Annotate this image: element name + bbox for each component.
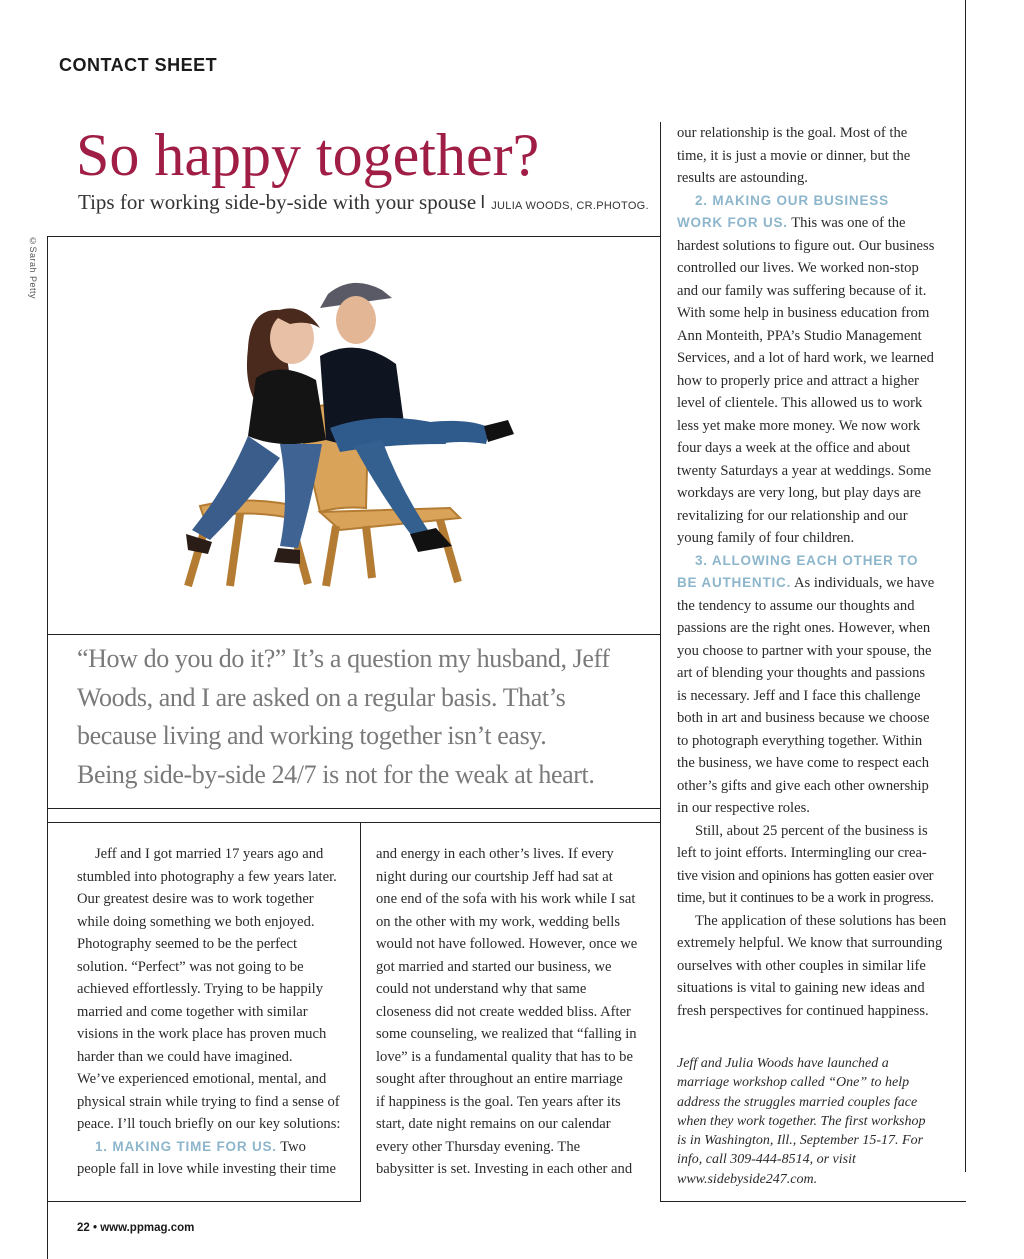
- body-line: love” is a fundamental quality that has to be: [376, 1048, 633, 1065]
- columns-top-rule: [47, 822, 660, 823]
- pull-quote-line: Woods, and I are asked on a regular basis. That’s: [77, 682, 566, 712]
- body-line: Ann Monteith, PPA’s Studio Management: [677, 327, 922, 344]
- bio-line: Jeff and Julia Woods have launched a: [677, 1056, 889, 1071]
- body-line: four days a week at the office and about: [677, 440, 911, 456]
- bio-line: when they work together. The first workshop: [677, 1113, 926, 1129]
- body-line: young family of four children.: [677, 530, 855, 546]
- body-line: twenty Saturdays a year at weddings. Some: [677, 462, 932, 479]
- kicker-making-time: 1. MAKING TIME FOR US.: [95, 1138, 277, 1154]
- body-line: time, but it continues to be a work in progress.: [677, 890, 934, 906]
- body-line: peace. I’ll touch briefly on our key solutions:: [77, 1116, 341, 1132]
- photo-left-rule: [47, 236, 48, 1259]
- body-line: The application of these solutions has been: [695, 912, 947, 929]
- body-line: stumbled into photography a few years later.: [77, 868, 337, 885]
- subhead-separator: I: [480, 192, 486, 212]
- body-line: visions in the work place has proven much: [77, 1026, 327, 1042]
- body-line: Photography seemed to be the perfect: [77, 936, 298, 952]
- kicker-line: [77, 1136, 352, 1159]
- body-line: and our family was suffering because of it.: [677, 282, 927, 299]
- article-column-2: [376, 843, 651, 1181]
- couple-photo: [130, 268, 600, 608]
- body-line: on the other with my work, wedding bells: [376, 913, 621, 930]
- body-line: to photograph everything together. Within: [677, 732, 923, 749]
- body-line: in our respective roles.: [677, 800, 810, 816]
- body-line: extremely helpful. We know that surrounding: [677, 935, 943, 951]
- body-line: our relationship is the goal. Most of the: [677, 125, 908, 141]
- body-line: sought after throughout an entire marriage: [376, 1071, 623, 1087]
- bio-line: www.sidebyside247.com.: [677, 1171, 818, 1187]
- body-line: fresh perspectives for continued happiness.: [677, 1002, 929, 1019]
- body-line: harder than we could have imagined.: [77, 1048, 293, 1065]
- body-line: the business, we have come to respect each: [677, 755, 930, 771]
- kicker-allowing-authentic: 3. ALLOWING EACH OTHER TO: [695, 552, 919, 568]
- bio-line: marriage workshop called “One” to help: [677, 1075, 910, 1091]
- bio-line: info, call 309-444-8514, or visit: [677, 1152, 856, 1168]
- body-line: controlled our lives. We worked non-stop: [677, 260, 919, 276]
- body-line: night during our courtship Jeff had sat at: [376, 868, 613, 885]
- body-line: you choose to partner with your spouse, the: [677, 642, 932, 659]
- body-line: married and come together with similar: [77, 1003, 308, 1020]
- author-bio: [677, 1054, 957, 1189]
- body-line: how to properly price and attract a higher: [677, 372, 919, 389]
- body-line: results are astounding.: [677, 170, 808, 186]
- columns-bottom-rule: [47, 1201, 360, 1202]
- kicker-line: [677, 572, 957, 595]
- pull-quote: [77, 640, 647, 794]
- body-line: and energy in each other’s lives. If every: [376, 846, 614, 862]
- body-line: start, date night remains on our calendar: [376, 1116, 611, 1132]
- section-label: CONTACT SHEET: [59, 55, 218, 75]
- body-line: is necessary. Jeff and I face this challenge: [677, 687, 921, 704]
- body-line: closeness did not create wedded bliss. After: [376, 1003, 631, 1020]
- article-column-1: [77, 843, 352, 1181]
- body-line: people fall in love while investing their time: [77, 1161, 336, 1177]
- body-line: every other Thursday evening. The: [376, 1138, 581, 1155]
- body-line: Jeff and I got married 17 years ago and: [95, 846, 324, 862]
- photo-credit: ©Sarah Petty: [28, 236, 38, 300]
- body-line: Our greatest desire was to work together: [77, 891, 314, 907]
- body-line: achieved effortlessly. Trying to be happily: [77, 981, 324, 997]
- kicker-allowing-authentic-cont: BE AUTHENTIC.: [677, 575, 792, 590]
- body-line: With some help in business education from: [677, 305, 930, 321]
- body-line: less yet make more money. We now work: [677, 417, 921, 434]
- column-divider-rule: [360, 822, 361, 1202]
- body-line: while doing something we both enjoyed.: [77, 913, 315, 930]
- subhead: [78, 190, 649, 215]
- quote-bottom-rule: [47, 808, 660, 809]
- photo-top-rule: [47, 236, 660, 237]
- body-line: left to joint efforts. Intermingling our crea-: [677, 845, 927, 861]
- woman-figure: [186, 308, 326, 564]
- body-line: tive vision and opinions has gotten easier over: [677, 867, 934, 884]
- bio-line: address the struggles married couples face: [677, 1094, 918, 1110]
- page-right-rule: [965, 0, 966, 1172]
- body-line: Still, about 25 percent of the business is: [695, 822, 928, 839]
- body-line: would not have followed. However, once we: [376, 936, 638, 952]
- body-line: got married and started our business, we: [376, 958, 612, 975]
- kicker-rest: This was one of the: [787, 215, 906, 231]
- body-line: We’ve experienced emotional, mental, and: [77, 1071, 327, 1087]
- body-line: situations is vital to gaining new ideas and: [677, 980, 925, 996]
- pull-quote-line: “How do you do it?” It’s a question my husband, Jeff: [77, 644, 610, 673]
- body-line: babysitter is set. Investing in each other and: [376, 1161, 633, 1177]
- body-line: revitalizing for our relationship and our: [677, 507, 908, 524]
- pull-quote-line: because living and working together isn’t easy.: [77, 721, 547, 750]
- body-line: other’s gifts and give each other ownership: [677, 777, 929, 794]
- kicker-line: [677, 550, 957, 573]
- kicker-rest: As individuals, we have: [791, 575, 935, 591]
- kicker-line: [677, 190, 957, 213]
- quote-top-rule: [47, 634, 660, 635]
- body-line: ourselves with other couples in similar life: [677, 957, 926, 974]
- page-footer: 22 • www.ppmag.com: [77, 1222, 195, 1234]
- body-line: workdays are very long, but play days are: [677, 485, 921, 501]
- body-line: some counseling, we realized that “falling in: [376, 1026, 637, 1042]
- body-line: physical strain while trying to find a sense of: [77, 1093, 340, 1110]
- body-line: time, it is just a movie or dinner, but the: [677, 147, 911, 164]
- article-column-3: [677, 122, 957, 1022]
- body-line: if happiness is the goal. Ten years after its: [376, 1093, 621, 1110]
- headline: So happy together?: [76, 122, 540, 188]
- body-line: hardest solutions to figure out. Our business: [677, 237, 935, 254]
- body-line: both in art and business because we choose: [677, 710, 930, 726]
- author-byline: JULIA WOODS, CR.PHOTOG.: [491, 200, 649, 212]
- body-line: the tendency to assume our thoughts and: [677, 597, 915, 614]
- body-line: could not understand why that same: [376, 981, 587, 997]
- body-line: art of blending your thoughts and passions: [677, 665, 926, 681]
- kicker-rest: Two: [276, 1138, 306, 1155]
- body-line: level of clientele. This allowed us to work: [677, 395, 923, 411]
- bio-line: is in Washington, Ill., September 15-17. For: [677, 1133, 924, 1149]
- body-line: solution. “Perfect” was not going to be: [77, 958, 304, 975]
- body-line: one end of the sofa with his work while I sat: [376, 891, 636, 907]
- kicker-line: [677, 212, 957, 235]
- column3-bottom-rule: [660, 1201, 966, 1202]
- body-line: Services, and a lot of hard work, we learned: [677, 350, 934, 366]
- kicker-making-business: 2. MAKING OUR BUSINESS: [695, 192, 889, 208]
- kicker-making-business-cont: WORK FOR US.: [677, 215, 788, 230]
- column3-left-rule: [660, 122, 661, 1202]
- subhead-text: Tips for working side-by-side with your spouse: [78, 190, 477, 214]
- body-line: passions are the right ones. However, when: [677, 620, 931, 636]
- pull-quote-line: Being side-by-side 24/7 is not for the weak at heart.: [77, 759, 595, 789]
